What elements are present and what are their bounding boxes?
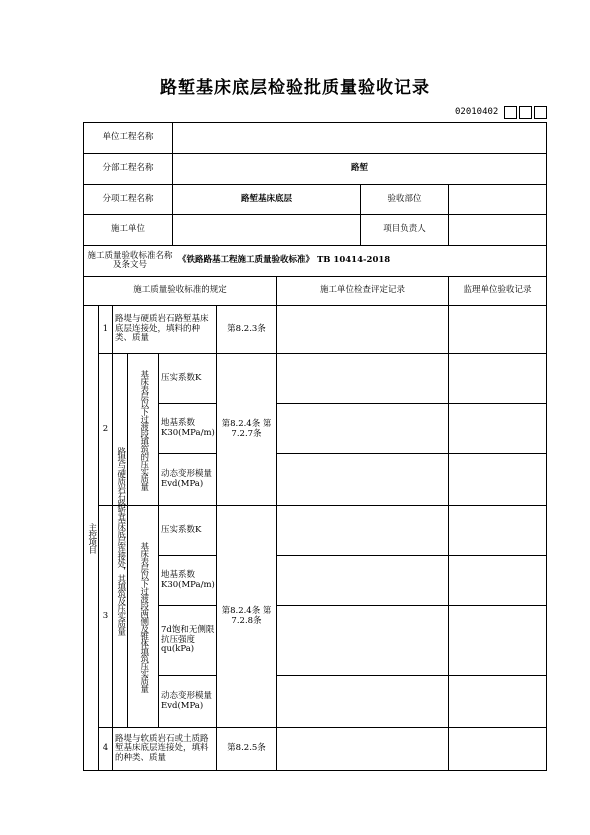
border-bottom bbox=[83, 770, 547, 771]
item2-row3-supervision-field[interactable] bbox=[449, 454, 546, 505]
item3-row1-label: 压实系数K bbox=[161, 524, 202, 535]
item2-row2-construction-field[interactable] bbox=[277, 404, 448, 453]
item3-row3-construction-field[interactable] bbox=[277, 606, 448, 675]
item2-row3-construction-field[interactable] bbox=[277, 454, 448, 505]
item2-clause: 第8.2.4条 第7.2.7条 bbox=[221, 419, 272, 439]
item2-sub-label bbox=[128, 354, 158, 505]
item2-row2-supervision-field[interactable] bbox=[449, 404, 546, 453]
item2-row1-label: 压实系数K bbox=[161, 372, 202, 383]
item3-sub-label bbox=[128, 506, 158, 727]
item4-no: 4 bbox=[102, 743, 109, 754]
item4-text: 路堤与软质岩石或土质路堑基床底层连接处，填料的种类、质量 bbox=[115, 733, 209, 763]
subdivision-field[interactable]: 路堑基床底层 bbox=[240, 193, 292, 204]
acceptance-part-label: 验收部位 bbox=[387, 193, 422, 204]
main-control-label bbox=[84, 306, 98, 770]
item2-row2-label: 地基系数K30(MPa/m) bbox=[161, 418, 215, 438]
item1-no: 1 bbox=[102, 323, 109, 334]
item4-clause: 第8.2.5条 bbox=[227, 743, 266, 754]
col-construction-header: 施工单位检查评定记录 bbox=[319, 285, 405, 296]
item1-clause: 第8.2.3条 bbox=[227, 323, 266, 334]
item3-no: 3 bbox=[102, 610, 109, 621]
item3-row4-label: 动态变形模量Evd(MPa) bbox=[161, 691, 213, 711]
item1-text: 路堤与硬质岩石路堑基床底层连接处，填料的种类、质量 bbox=[115, 314, 209, 344]
item3-row2-construction-field[interactable] bbox=[277, 556, 448, 605]
item3-clause: 第8.2.4条 第7.2.8条 bbox=[221, 606, 272, 626]
border-right bbox=[546, 122, 547, 771]
item3-sub-text: 基床表层以下过渡段两侧及锥体填筑压实质量 bbox=[138, 541, 149, 692]
item2-row1-construction-field[interactable] bbox=[277, 354, 448, 403]
item3-row2-label: 地基系数K30(MPa/m) bbox=[161, 570, 215, 590]
project-leader-field[interactable] bbox=[449, 215, 546, 245]
item3-row2-supervision-field[interactable] bbox=[449, 556, 546, 605]
item3-row3-supervision-field[interactable] bbox=[449, 606, 546, 675]
unit-project-label: 单位工程名称 bbox=[102, 132, 154, 143]
item3-row3-label: 7d饱和无侧限抗压强度qu(kPa) bbox=[161, 625, 215, 655]
division-field[interactable]: 路堑 bbox=[350, 163, 368, 174]
item2-row3-label: 动态变形模量Evd(MPa) bbox=[161, 469, 213, 489]
standard-label: 施工质量验收标准名称及条文号 bbox=[87, 250, 173, 270]
item3-row4-construction-field[interactable] bbox=[277, 676, 448, 727]
item1-supervision-field[interactable] bbox=[449, 306, 546, 353]
subdivision-label: 分项工程名称 bbox=[102, 193, 154, 204]
page-title: 路堑基床底层检验批质量验收记录 bbox=[160, 78, 430, 98]
construction-unit-label: 施工单位 bbox=[110, 224, 145, 235]
item3-row4-supervision-field[interactable] bbox=[449, 676, 546, 727]
main-control-text: 主控项目 bbox=[86, 523, 97, 553]
group23-label bbox=[113, 354, 127, 727]
item4-supervision-field[interactable] bbox=[449, 728, 546, 770]
form-code-text: 02010402 bbox=[455, 107, 499, 117]
item1-construction-field[interactable] bbox=[277, 306, 448, 353]
construction-unit-field[interactable] bbox=[173, 215, 360, 245]
division-label: 分部工程名称 bbox=[102, 163, 154, 174]
item4-construction-field[interactable] bbox=[277, 728, 448, 770]
project-leader-label: 项目负责人 bbox=[383, 224, 426, 235]
item2-row1-supervision-field[interactable] bbox=[449, 354, 546, 403]
col-supervision-header: 监理单位验收记录 bbox=[463, 285, 532, 296]
unit-project-field[interactable] bbox=[173, 123, 546, 153]
group23-text: 路堤与硬质岩石路堑基床底层连接处，其填筑及压实质量 bbox=[115, 446, 126, 635]
col-spec-header: 施工质量验收标准的规定 bbox=[133, 285, 227, 296]
acceptance-part-field[interactable] bbox=[449, 185, 546, 214]
item2-no: 2 bbox=[102, 423, 109, 434]
standard-value: 《铁路路基工程施工质量验收标准》 TB 10414-2018 bbox=[178, 255, 391, 266]
item2-sub-text: 基床表层以下过渡段填筑的压实质量 bbox=[138, 369, 149, 490]
item3-row1-supervision-field[interactable] bbox=[449, 506, 546, 555]
item3-row1-construction-field[interactable] bbox=[277, 506, 448, 555]
